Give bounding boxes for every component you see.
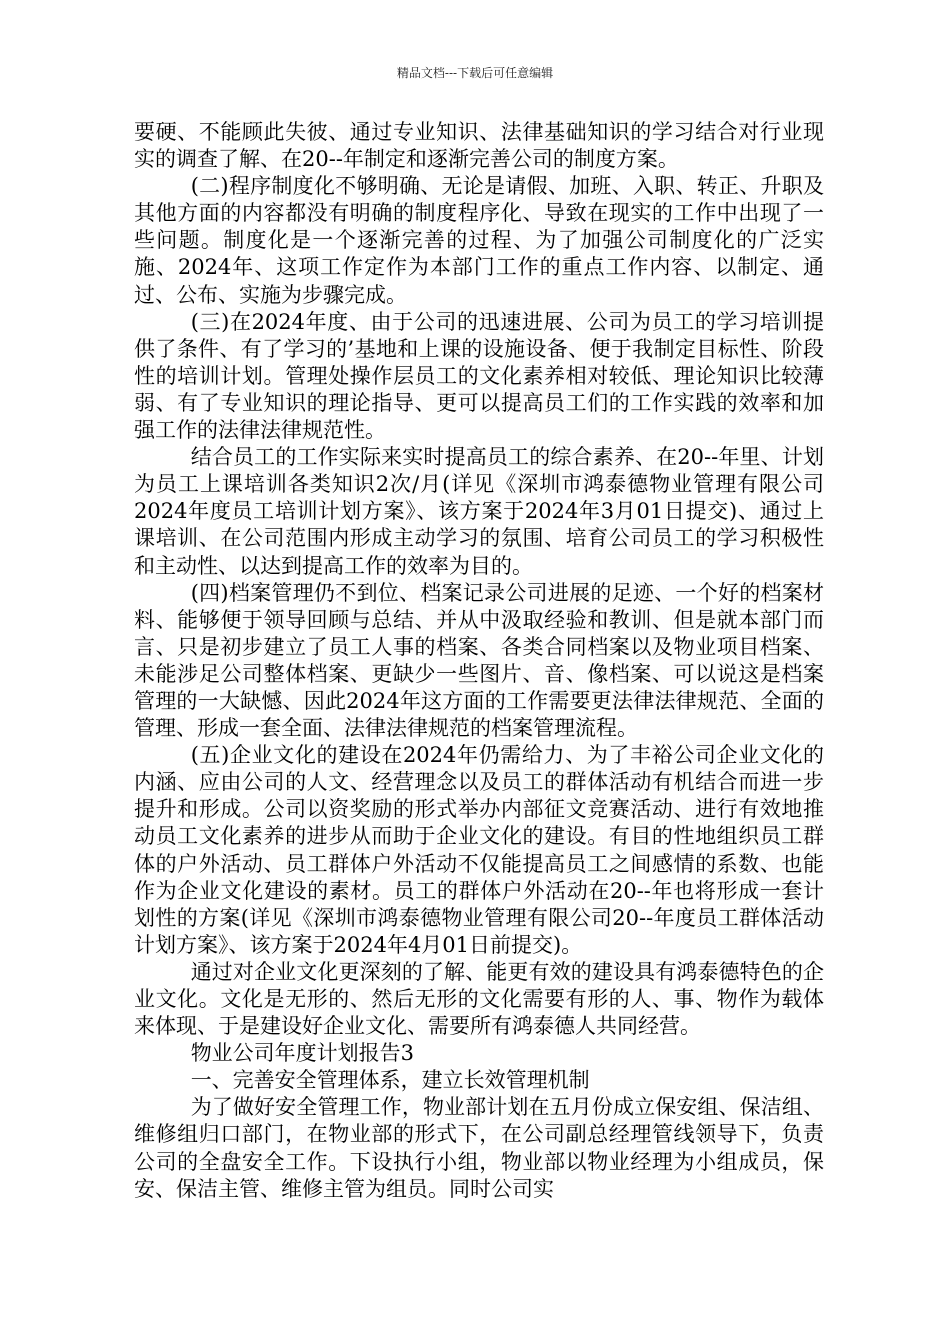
paragraph-continuation: 要硬、不能顾此失彼、通过专业知识、法律基础知识的学习结合对行业现实的调查了解、在20--年制定和逐渐完善公司的制度方案。	[134, 120, 824, 172]
page-header: 精品文档---下载后可任意编辑	[396, 66, 554, 80]
report-title: 物业公司年度计划报告3	[190, 1041, 415, 1066]
document-body	[134, 119, 824, 1203]
paragraph-section-4: (四)档案管理仍不到位、档案记录公司进展的足迹、一个好的档案材料、能够便于领导回顾与总结、并从中汲取经验和教训、但是就本部门而言、只是初步建立了员工人事的档案、各类合同档案以及物业项目档案、未能涉足公司整体档案、更缺少一些图片、音、像档案、可以说这是档案管理的一大缺憾、因此2024年这方面的工作需要更法律法律规范、全面的管理、形成一套全面、法律法律规范的档案管理流程。	[134, 580, 824, 741]
paragraph-safety: 为了做好安全管理工作，物业部计划在五月份成立保安组、保洁组、维修组归口部门，在物业部的形式下，在公司副总经理管线领导下，负责公司的全盘安全工作。下设执行小组，物业部以物业经理为小组成员，保安、保洁主管、维修主管为组员。同时公司实	[134, 1095, 824, 1201]
paragraph-section-3: (三)在2024年度、由于公司的迅速进展、公司为员工的学习培训提供了条件、有了学习的’基地和上课的设施设备、便于我制定目标性、阶段性的培训计划。管理处操作层员工的文化素养相对较低、理论知识比较薄弱、有了专业知识的理论指导、更可以提高员工们的工作实践的效率和加强工作的法律法律规范性。	[134, 309, 824, 443]
paragraph-culture: 通过对企业文化更深刻的了解、能更有效的建设具有鸿泰德特色的企业文化。文化是无形的、然后无形的文化需要有形的人、事、物作为载体来体现、于是建设好企业文化、需要所有鸿泰德人共同经营。	[134, 959, 824, 1039]
paragraph-section-5: (五)企业文化的建设在2024年仍需给力、为了丰裕公司企业文化的内涵、应由公司的人文、经营理念以及员工的群体活动有机结合而进一步提升和形成。公司以资奖励的形式举办内部征文竞赛活动、进行有效地推动员工文化素养的进步从而助于企业文化的建设。有目的性地组织员工群体的户外活动、员工群体户外活动不仅能提高员工之间感情的系数、也能作为企业文化建设的素材。员工的群体户外活动在20--年也将形成一套计划性的方案(详见《深圳市鸿泰德物业管理有限公司20--年度员工群体活动计划方案》、该方案于2024年4月01日前提交)。	[134, 743, 824, 957]
paragraph-section-2: (二)程序制度化不够明确、无论是请假、加班、入职、转正、升职及其他方面的内容都没有明确的制度程序化、导致在现实的工作中出现了一些问题。制度化是一个逐渐完善的过程、为了加强公司制度化的广泛实施、2024年、这项工作定作为本部门工作的重点工作内容、以制定、通过、公布、实施为步骤完成。	[134, 174, 824, 307]
paragraph-training-plan: 结合员工的工作实际来实时提高员工的综合素养、在20--年里、计划为员工上课培训各类知识2次/月(详见《深圳市鸿泰德物业管理有限公司2024年度员工培训计划方案》、该方案于2024年3月01日提交)、通过上课培训、在公司范围内形成主动学习的氛围、培育公司员工的学习积极性和主动性、以达到提高工作的效率为目的。	[134, 445, 824, 578]
section-heading: 一、完善安全管理体系，建立长效管理机制	[190, 1068, 590, 1093]
